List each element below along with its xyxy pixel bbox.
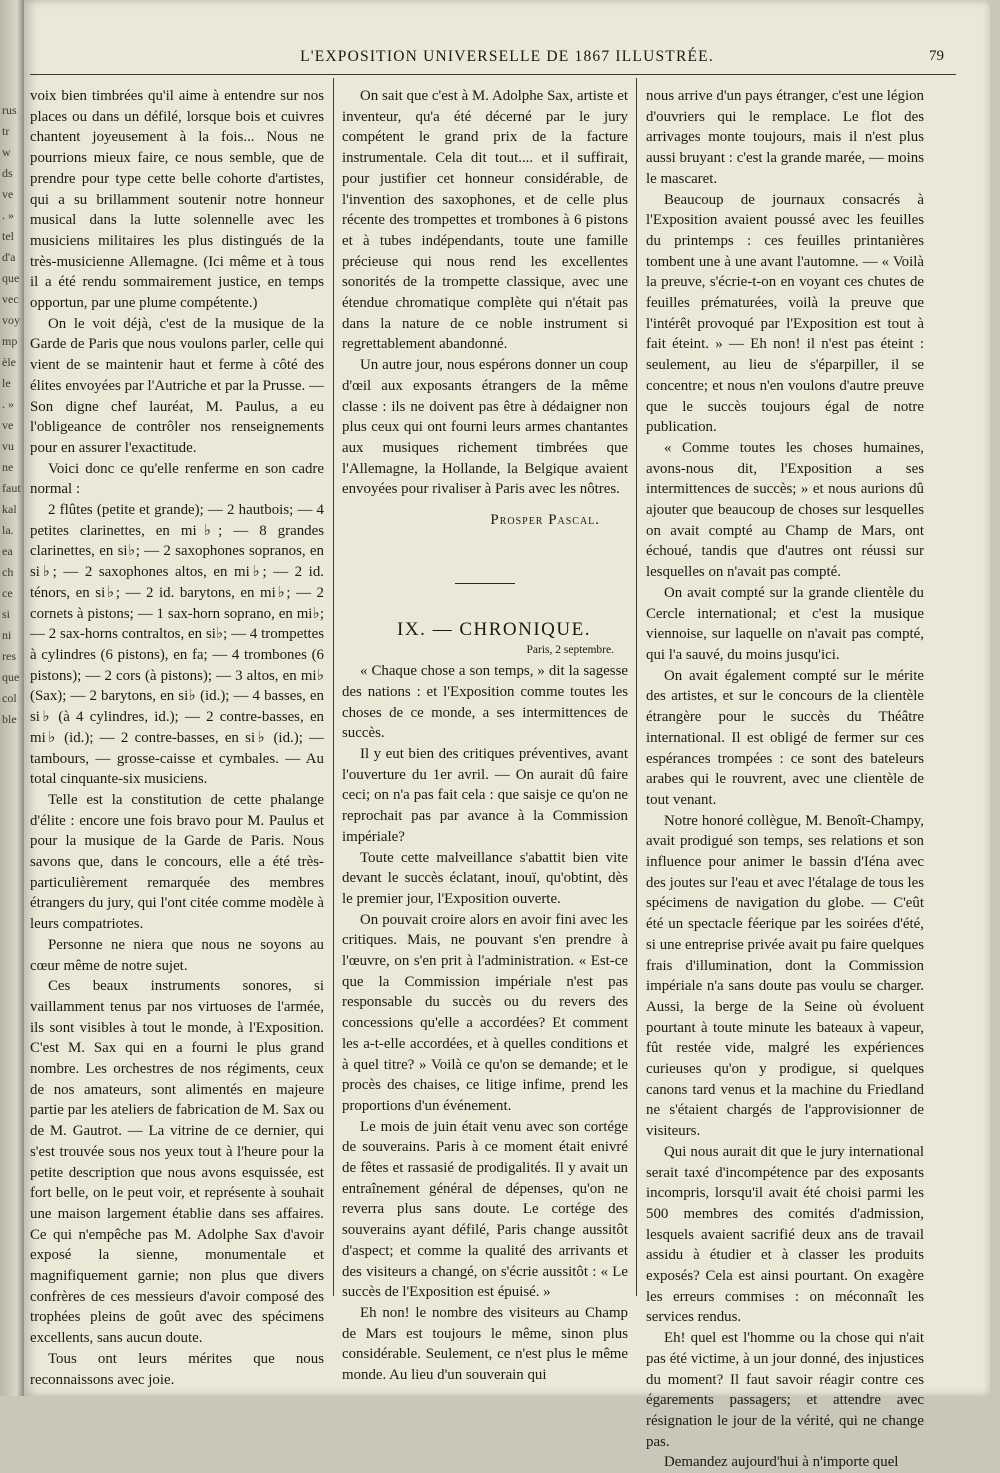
paragraph: On avait compté sur la grande clientèle du Cercle international; et c'est la musique viennoise, sur laquelle on n'avait pas compté, qui l'a sauvé, du moins jusqu'ici. xyxy=(646,584,924,663)
paragraph: Voici donc ce qu'elle renferme en son cadre normal : xyxy=(30,460,324,498)
paragraph: Eh! quel est l'homme ou la chose qui n'ait pas été victime, à un jour donné, des injustices du moment? Il faut savoir réagir contre ces égarements passagers; et attendre avec résignation le jour de la vérité, qui ne change pas. xyxy=(646,1330,924,1450)
paragraph: Demandez aujourd'hui à n'importe quel xyxy=(664,1454,899,1471)
paragraph: Ces beaux instruments sonores, si vaillamment tenus par nos virtuoses de l'armée, ils sont visibles à tout le monde, à l'Exposition. C'est M. Sax qui en a fourni le plus grand nombre. Les orchestres de nos régiments, ceux de nos amateurs, sont alimentés en majeure partie par les ateliers de fabrication de M. Sax ou de M. Gautrot. — La vitrine de ce dernier, qui s'est trouvée sous nos yeux tout à l'heure pour la petite description que nous avons esquissée, est fort belle, on le peut voir, et représente à souhait une maison largement établie dans ses affaires. Ce qui n'empêche pas M. Adolphe Sax d'avoir exposé la sienne, monumentale et magnifiquement garnie; non plus que divers confrères de ces messieurs d'avoir composé des trophées pleins de goût avec des spécimens excellents, sans aucun doute. xyxy=(30,978,324,1347)
section-separator xyxy=(455,583,515,584)
column-rule-2 xyxy=(636,78,637,1296)
column-2 xyxy=(342,86,628,1384)
column-1 xyxy=(30,86,324,1388)
column-3 xyxy=(646,86,924,1471)
page-number: 79 xyxy=(929,48,944,64)
paragraph: On sait que c'est à M. Adolphe Sax, artiste et inventeur, qu'a été décerné par le jury compétent le grand prix de la facture instrumentale. Cela dit tout.... et il suffirait, pour justifier cet honneur considérable, de l'invention des saxophones, et de celle plus récente des trompettes et trombones à 6 pistons et à tubes indépendants, toute une famille précieuse qui nous rend les excellentes sonorités de la trompette classique, avec une étendue chromatique complète qui n'était pas dans la nature de ce noble instrument si regrettablement abandonné. xyxy=(342,88,628,353)
previous-page-edge xyxy=(0,0,24,1396)
header-rule xyxy=(30,74,956,75)
previous-page-text-fragments: rus tr w ds ve . » tel d'a que vec voy mp èle le . » ve vu ne faut kal la. ea ch ce si ni res que col ble xyxy=(2,103,21,726)
paragraph: Qui nous aurait dit que le jury international serait taxé d'incompétence par des exposants incompris, lorsqu'il avait été choisi parmi les 500 membres des comités d'admission, lesquels avaient sacrifié deux ans de travail assidu à étudier et à classer les produits exposés? Cela est ainsi pourtant. On exagère les erreurs commises : on méconnaît les services rendus. xyxy=(646,1143,924,1326)
paragraph: On le voit déjà, c'est de la musique de la Garde de Paris que nous voulons parler, celle qui vient de se maintenir haut et ferme à côté des élites envoyées par l'Autriche et par la Prusse. — Son digne chef lauréat, M. Paulus, a eu l'obligeance de contrôler nos renseignements pour en assurer l'exactitude. xyxy=(30,315,324,456)
paragraph: Un autre jour, nous espérons donner un coup d'œil aux exposants étrangers de la même classe : ils ne doivent pas être à dédaigner non plus ceux qui ont fourni leurs armes chantantes aux musiques richement timbrées que l'Allemagne, la Hollande, la Belgique avaient envoyées pour rivaliser à Paris avec les nôtres. xyxy=(342,357,628,498)
paragraph: Beaucoup de journaux consacrés à l'Exposition avaient poussé avec les feuilles du printemps : ces feuilles printanières tombent une à une avant l'automne. — « Voilà la preuve, s'écrie-t-on en voyant ces chutes de feuilles prématurées, voilà la preuve que l'intérêt provoqué par l'Exposition est tout à fait éteint. » — Eh non! il n'est pas éteint : seulement, au lieu de s'éparpiller, il se concentre; et nous n'en voulons d'autre preuve que le succès toujours égal de notre publication. xyxy=(646,191,924,436)
paragraph: 2 flûtes (petite et grande); — 2 hautbois; — 4 petites clarinettes, en mi♭; — 8 grandes clarinettes, en si♭; — 2 saxophones sopranos, en si♭; — 2 saxophones altos, en mi♭; — 2 id. ténors, en si♭; — 2 id. barytons, en mi♭; — 2 cornets à pistons; — 1 sax-horn soprano, en mi♭; — 2 sax-horns contraltos, en si♭; — 4 trompettes à cylindres (6 pistons), en fa; — 4 trombones (6 pistons); — 2 cors (à pistons); — 3 altos, en mi♭ (Sax); — 2 barytons, en si♭ (id.); — 4 basses, en si♭ (à 4 cylindres, id.); — 2 contre-basses, en mi♭ (id.); — 2 contre-basses, en si♭ (id.); — tambours, — grosse-caisse et cymbales. — Au total cinquante-six musiciens. xyxy=(30,502,324,788)
paragraph: voix bien timbrées qu'il aime à entendre sur nos places ou dans un défilé, lorsque bois et cuivres chantent joyeusement à la fois... Nous ne pourrions mieux faire, ce nous semble, que de prendre pour type cette belle cohorte d'artistes, qui a su brillamment soutenir notre honneur musical dans la lutte solennelle avec les musiciens militaires les plus distingués de la très-musicienne Allemagne. (Ici même et à tous il a été rendu sommairement justice, en temps opportun, par une plume compétente.) xyxy=(30,88,324,312)
section-title: IX. — CHRONIQUE. xyxy=(397,618,591,640)
paragraph: On pouvait croire alors en avoir fini avec les critiques. Mais, ne pouvant s'en prendre à l'œuvre, on s'en prit à l'administration. « Est-ce que la Commission impériale n'est pas responsable du succès ou du revers des concessions qu'elle a accordées? Et comment les a-t-elle accordées, et à quelles conditions et à quel titre? » Voilà ce qu'on se demande; et le procès des chaises, ce litige infime, prend les proportions d'un événement. xyxy=(342,911,628,1114)
paragraph: nous arrive d'un pays étranger, c'est une légion d'ouvriers qui le remplace. Le flot des arrivages monte toujours, mais il n'est plus aussi bruyant : c'est la grande marée, — moins le mascaret. xyxy=(646,88,924,187)
paragraph: Il y eut bien des critiques préventives, avant l'ouverture du 1er avril. — On aurait dû faire ceci; on n'a pas fait cela : que saisje ce qu'on ne reprochait pas par avance à la Commission impériale? xyxy=(342,745,628,845)
paragraph: Tous ont leurs mérites que nous reconnaissons avec joie. xyxy=(30,1350,324,1388)
publication-title: L'EXPOSITION UNIVERSELLE DE 1867 ILLUSTRÉE. xyxy=(300,48,714,65)
paragraph: Notre honoré collègue, M. Benoît-Champy, avait prodigué son temps, ses relations et son influence pour animer le bassin d'Iéna avec des joutes sur l'eau et avec l'étalage de tous les spécimens de navigation du globe. — C'eût été un spectacle féerique par les soirées d'été, si une entreprise privée avait pu faire quelques frais d'illumination, dont la Commission impériale n'a sans doute pas voulu se charger. Aussi, la berge de la Seine où évoluent pourtant à toute minute les bateaux à vapeur, fût restée vide, malgré les expériences curieuses qu'on y prodigue, si quelques canons tard venus et la machine du Friedland ne s'étaient chargés de l'approvisionner de visiteurs. xyxy=(646,812,924,1140)
newspaper-page xyxy=(24,0,990,1471)
author-signature: Prosper Pascal. xyxy=(490,512,600,529)
dateline: Paris, 2 septembre. xyxy=(526,644,614,657)
chronique-text xyxy=(342,661,628,1386)
column-rule-1 xyxy=(333,78,334,1296)
paragraph: « Chaque chose a son temps, » dit la sagesse des nations : et l'Exposition comme toutes les choses de ce monde, a ses intermittences de succès. xyxy=(342,663,628,742)
paragraph: On avait également compté sur le mérite des artistes, et sur le concours de la clientèle étrangère pour le succès du Théâtre international. Il est obligé de fermer sur ces espérances trompées : ce sont des bateleurs arabes qui le rouvrent, avec une clientèle de tout venant. xyxy=(646,667,924,808)
paragraph: Le mois de juin était venu avec son cortége de souverains. Paris à ce moment était enivré de fêtes et rassasié de prodigalités. Il y avait un entraînement général de dépenses, qu'on ne reverra plus sans doute. Le cortége des souverains ayant défilé, Paris change aussitôt d'aspect; et comme la qualité des arrivants et des visiteurs a changé, on s'écrie aussitôt : « Le succès de l'Exposition est épuisé. » xyxy=(342,1118,628,1301)
paragraph: Eh non! le nombre des visiteurs au Champ de Mars est toujours le même, sinon plus considérable. Seulement, ce n'est plus le même monde. Au lieu d'un souverain qui xyxy=(342,1304,628,1384)
paragraph: Toute cette malveillance s'abattit bien vite devant le succès éclatant, inouï, qu'obtint, dès le premier jour, l'Exposition ouverte. xyxy=(342,849,628,907)
paragraph: Telle est la constitution de cette phalange d'élite : encore une fois bravo pour M. Paulus et pour la musique de la Garde de Paris. Nous savons que, dans le concours, elle a été très-particulièrement remarquée des membres étrangers du jury, qui l'ont citée comme modèle à leurs compatriotes. xyxy=(30,791,324,933)
article-continuation xyxy=(342,86,628,500)
running-header xyxy=(24,48,990,70)
paragraph: Personne ne niera que nous ne soyons au cœur même de notre sujet. xyxy=(30,936,324,974)
paragraph: « Comme toutes les choses humaines, avons-nous dit, l'Exposition a ses intermittences de succès; » et nous aurions dû ajouter que beaucoup de choses sur lesquelles on avait compté au Champ de Mars, ont échoué, tandis que d'autres ont réussi sur lesquelles on n'avait pas compté. xyxy=(646,439,924,581)
